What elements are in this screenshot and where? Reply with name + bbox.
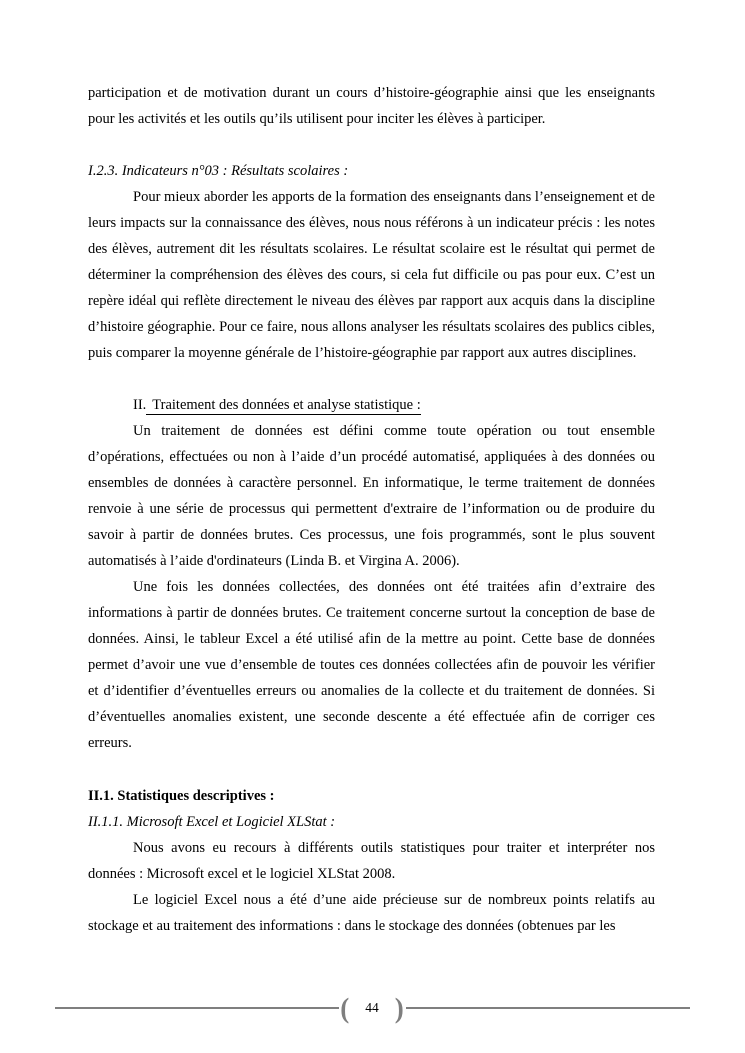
page-footer	[55, 992, 690, 1024]
footer-rule-left	[55, 1007, 339, 1009]
paragraph-donnees-collectees: Une fois les données collectées, des données ont été traitées afin d’extraire des informations à partir de données brutes. Ce traitement concerne surtout la conception de base de données. Ainsi, le tableur Excel a été utilisé afin de la mettre au point. Cette base de données permet d’avoir une vue d’ensemble de toutes ces données collectées afin de pouvoir les vérifier et d’identifier d’éventuelles erreurs ou anomalies de la collecte et du traitement de données. Si d’éventuelles anomalies existent, une seconde descente a été effectuée afin de corriger ces erreurs.	[88, 579, 655, 751]
section-heading-indicateurs: I.2.3. Indicateurs n°03 : Résultats scolaires :	[88, 163, 349, 179]
paragraph-definition-traitement: Un traitement de données est défini comme toute opération ou tout ensemble d’opérations, effectuées ou non à l’aide d’un procédé automatisé, appliquées à des données ou ensembles de données à caractère personnel. En informatique, le terme traitement de données renvoie à une série de processus qui permettent d'extraire de l’information ou de produire du savoir à partir de données brutes. Ces processus, une fois programmés, sont le plus souvent automatisés à l’aide d'ordinateurs (Linda B. et Virgina A. 2006).	[88, 423, 655, 569]
paragraph-outils-statistiques: Nous avons eu recours à différents outils statistiques pour traiter et interpréter nos données : Microsoft excel et le logiciel XLStat 2008.	[88, 840, 655, 882]
footer-rule-right	[406, 1007, 690, 1009]
body-text	[88, 80, 655, 939]
footer-bracket-left-icon: (	[340, 992, 350, 1024]
page-number: 44	[365, 1000, 379, 1015]
section-heading-excel-xlstat: II.1.1. Microsoft Excel et Logiciel XLStat :	[88, 814, 336, 830]
paragraph-resultats-scolaires: Pour mieux aborder les apports de la formation des enseignants dans l’enseignement et de leurs impacts sur la connaissance des élèves, nous nous référons à un indicateur précis : les notes des élèves, autrement dit les résultats scolaires. Le résultat scolaire est le résultat qui permet de déterminer la compréhension des élèves des cours, si cela fut difficile ou pas pour eux. C’est un repère idéal qui reflète directement le niveau des élèves par rapport aux acquis dans la discipline d’histoire géographie. Pour ce faire, nous allons analyser les résultats scolaires des publics cibles, puis comparer la moyenne générale de l’histoire-géographie par rapport aux autres disciplines.	[88, 189, 655, 361]
heading-label: Traitement des données et analyse statistique :	[146, 397, 420, 415]
section-heading-statistiques-descriptives: II.1. Statistiques descriptives :	[88, 788, 275, 804]
paragraph-continuation: participation et de motivation durant un cours d’histoire-géographie ainsi que les enseignants pour les activités et les outils qu’ils utilisent pour inciter les élèves à participer.	[88, 85, 655, 127]
footer-bracket-right-icon: )	[394, 992, 404, 1024]
section-heading-traitement-donnees	[88, 392, 655, 418]
paragraph-logiciel-excel: Le logiciel Excel nous a été d’une aide précieuse sur de nombreux points relatifs au stockage et au traitement des informations : dans le stockage des données (obtenues par les	[88, 892, 655, 934]
heading-number: II.	[133, 397, 147, 413]
